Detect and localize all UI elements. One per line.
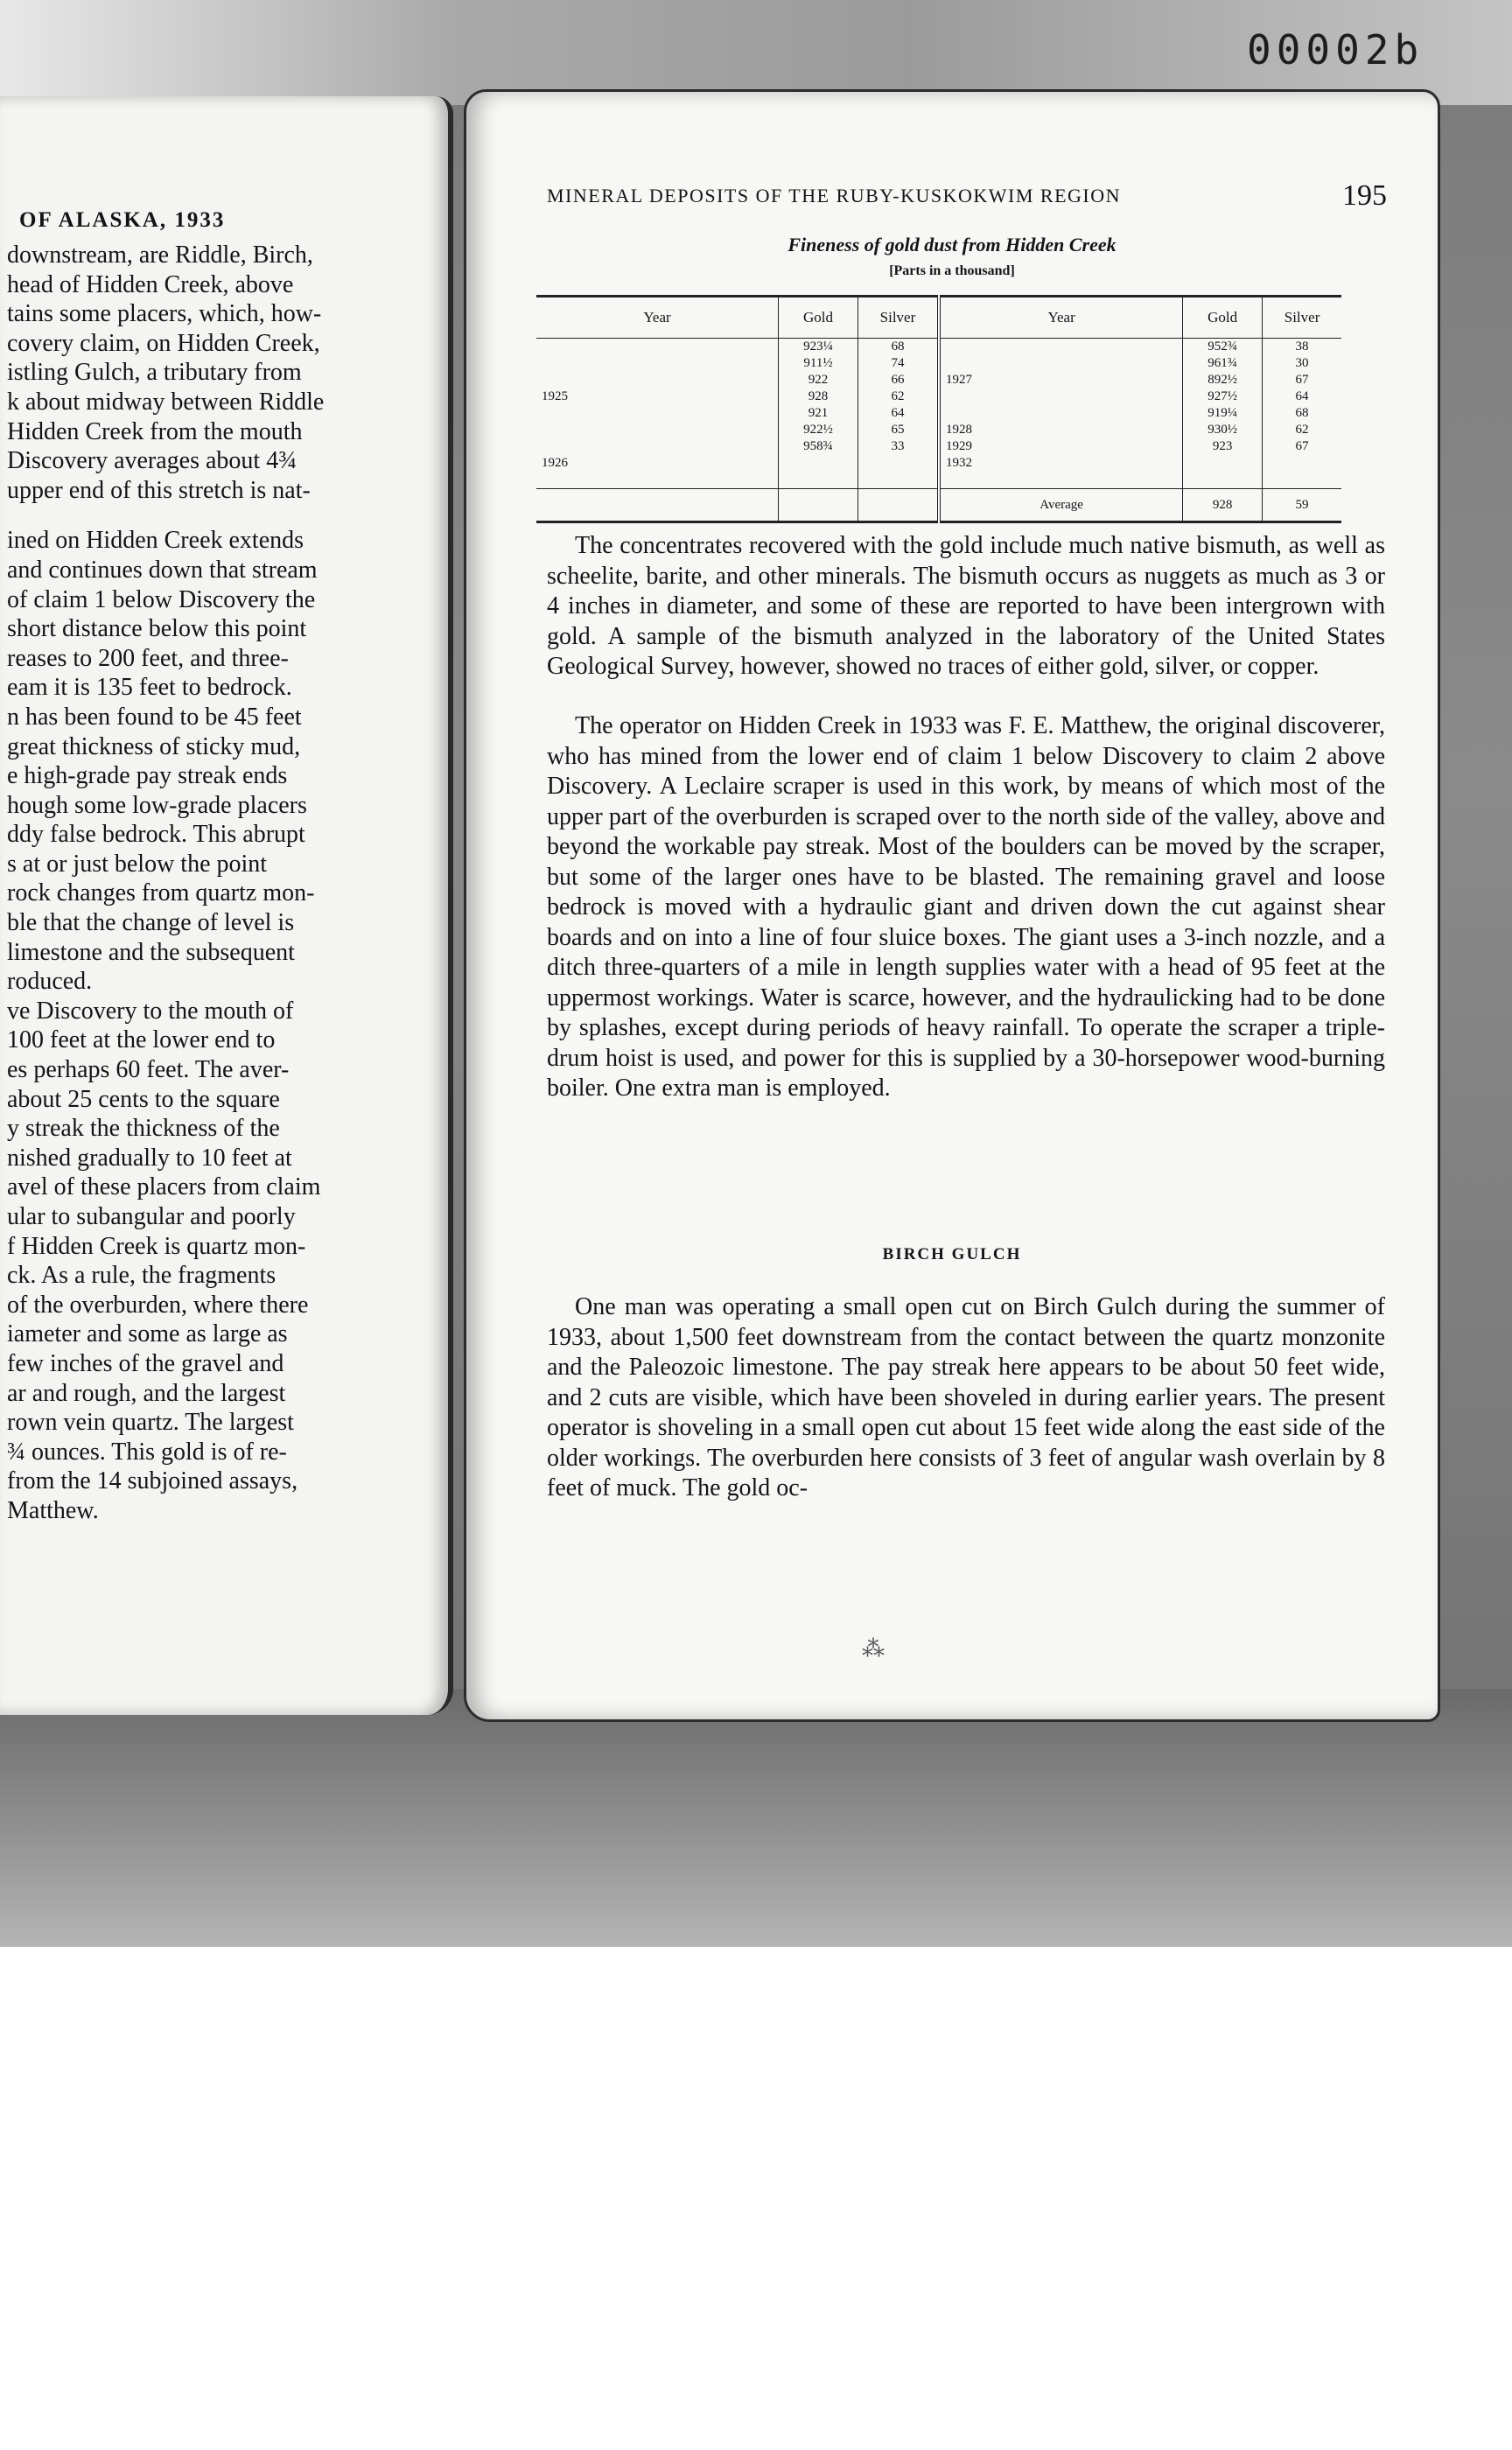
left-text-line: e high-grade pay streak ends (7, 762, 288, 790)
left-text-line: eam it is 135 feet to bedrock. (7, 674, 292, 702)
left-text-line: from the 14 subjoined assays, (7, 1467, 298, 1495)
left-text-line: y streak the thickness of the (7, 1115, 280, 1143)
header-year-right: Year (939, 297, 1183, 339)
year-cell: 1929 (945, 439, 972, 453)
year-cell (542, 355, 773, 372)
left-text-line: upper end of this stretch is nat- (7, 476, 311, 504)
left-text-line: few inches of the gravel and (7, 1349, 284, 1377)
table-subtitle: [Parts in a thousand] (889, 263, 1015, 278)
left-text-line: k about midway between Riddle (7, 388, 325, 416)
left-text-line: nished gradually to 10 feet at (7, 1144, 292, 1172)
left-text-line: Hidden Creek from the mouth (7, 417, 303, 445)
left-page-text (7, 241, 427, 1526)
gold-value: 911½ (803, 356, 833, 370)
silver-value: 74 (891, 356, 905, 370)
right-page (464, 89, 1440, 1722)
page-smudge-mark: ⁂ (862, 1636, 885, 1662)
header-year-left: Year (536, 297, 779, 339)
year-cell (946, 355, 1177, 372)
left-text-line: roduced. (7, 968, 93, 996)
year-cell (946, 339, 1177, 355)
scan-bottom-shadow (0, 1689, 1512, 1947)
left-text-line: tains some placers, which, how- (7, 300, 322, 328)
left-text-line: ve Discovery to the mouth of (7, 997, 294, 1025)
paragraph-2-text: The operator on Hidden Creek in 1933 was F. E. Matthew, the original discoverer, who has mined from the lower end of claim 1 below Discovery to claim 2 above Discovery. A Leclaire scraper is used in this work, by means of which most of the upper part of the overburden is scraped over to the north side of the valley, above and beyond the workable pay streak. Most of the boulders can be moved by the scraper, but some of the larger ones have to be blasted. The remaining gravel and loose bedrock is moved with a hydraulic giant and driven down the cut against shear boards and on into a line of four sluice boxes. The giant uses a 3-inch nozzle, and a ditch three-quarters of a mile in length supplies water with a head of 95 feet at the uppermost workings. Water is scarce, however, and the hydraulicking had to be done by splashes, except during periods of heavy rainfall. To operate the scraper a triple-drum hoist is used, and power for this is supplied by a 30-horsepower wood-burning boiler. One extra man is employed. (547, 712, 1385, 1102)
average-gold: 928 (1183, 489, 1263, 522)
year-cell (542, 372, 773, 388)
left-text-line: about 25 cents to the square (7, 1085, 280, 1113)
year-cell (542, 422, 773, 438)
left-text-line: rown vein quartz. The largest (7, 1409, 294, 1437)
gold-value: 921 (808, 406, 829, 420)
table-header-row (536, 297, 1341, 339)
left-text-line: es perhaps 60 feet. The aver- (7, 1056, 290, 1084)
right-years-column (939, 339, 1183, 489)
header-gold-right: Gold (1183, 297, 1263, 339)
left-text-line: s at or just below the point (7, 850, 268, 878)
left-text-line: ¾ ounces. This gold is of re- (7, 1438, 287, 1466)
left-years-column (536, 339, 779, 489)
left-text-line: of claim 1 below Discovery the (7, 585, 316, 613)
left-text-line: hough some low-grade placers (7, 791, 307, 819)
gold-value: 958¾ (803, 439, 833, 453)
section-heading-birch-gulch: BIRCH GULCH (882, 1245, 1022, 1264)
gold-value: 961¾ (1208, 356, 1238, 370)
header-silver-right: Silver (1263, 297, 1341, 339)
silver-value: 67 (1295, 439, 1309, 453)
fineness-table (536, 295, 1341, 523)
table-title: Fineness of gold dust from Hidden Creek (788, 234, 1116, 256)
year-cell: 1925 (542, 389, 568, 403)
left-gold-column (779, 339, 858, 489)
running-title: MINERAL DEPOSITS OF THE RUBY-KUSKOKWIM REGION (547, 185, 1122, 206)
left-text-line: ck. As a rule, the fragments (7, 1262, 276, 1290)
page-number: 195 (1342, 179, 1387, 212)
table-body-row (536, 339, 1341, 489)
left-text-line: 100 feet at the lower end to (7, 1026, 276, 1054)
year-cell (542, 438, 773, 455)
gold-value: 930½ (1208, 423, 1238, 437)
header-gold-left: Gold (779, 297, 858, 339)
left-text-line: Discovery averages about 4¾ (7, 447, 298, 475)
table-average-row (536, 489, 1341, 522)
gold-value: 928 (808, 389, 829, 403)
average-label: Average (939, 489, 1183, 522)
silver-value: 62 (891, 389, 905, 403)
left-page-header: OF ALASKA, 1933 (19, 208, 226, 232)
left-text-line: avel of these placers from claim (7, 1173, 321, 1201)
silver-value: 64 (1295, 389, 1309, 403)
left-text-line: ar and rough, and the largest (7, 1379, 286, 1407)
document-stamp: 00002b (1247, 26, 1424, 74)
left-text-line: ble that the change of level is (7, 909, 295, 937)
paragraph-operator (547, 711, 1385, 1104)
left-text-line: f Hidden Creek is quartz mon- (7, 1232, 306, 1260)
silver-value: 68 (1295, 406, 1309, 420)
silver-value: 38 (1295, 340, 1309, 354)
year-cell (946, 388, 1177, 405)
gold-value: 892½ (1208, 373, 1238, 387)
right-page-header (547, 179, 1387, 214)
left-text-line: downstream, are Riddle, Birch, (7, 242, 313, 269)
gold-value: 919¼ (1208, 406, 1238, 420)
left-text-line: covery claim, on Hidden Creek, (7, 329, 320, 357)
left-text-line: iameter and some as large as (7, 1320, 288, 1348)
year-cell: 1927 (945, 373, 972, 387)
left-text-line: istling Gulch, a tributary from (7, 359, 302, 387)
left-text-line: Matthew. (7, 1496, 99, 1524)
paragraph-concentrates (547, 531, 1385, 682)
year-cell: 1926 (542, 456, 568, 470)
silver-value: 64 (891, 406, 905, 420)
left-text-line: n has been found to be 45 feet (7, 703, 302, 731)
silver-value: 62 (1295, 423, 1309, 437)
year-cell (542, 472, 773, 488)
right-gold-column (1183, 339, 1263, 489)
paragraph-3-text: One man was operating a small open cut on Birch Gulch during the summer of 1933, about 1,500 feet downstream from the contact between the quartz monzonite and the Paleozoic limestone. The pay streak here appears to be about 50 feet wide, and 2 cuts are visible, which have been shoveled in during earlier years. The present operator is shoveling in a small open cut about 15 feet wide along the east side of the older workings. The overburden here consists of 3 feet of angular wash overlain by 8 feet of muck. The gold oc- (547, 1293, 1385, 1502)
silver-value: 33 (891, 439, 905, 453)
silver-value: 65 (891, 423, 905, 437)
gold-value: 922 (808, 373, 829, 387)
left-text-line: limestone and the subsequent (7, 938, 295, 966)
silver-value: 66 (891, 373, 905, 387)
silver-value: 30 (1295, 356, 1309, 370)
left-text-line (7, 505, 427, 526)
gold-value: 923¼ (803, 340, 833, 354)
left-text-line: ined on Hidden Creek extends (7, 527, 304, 555)
paragraph-1-text: The concentrates recovered with the gold include much native bismuth, as well as scheelite, barite, and other minerals. The bismuth occurs as nuggets as much as 3 or 4 inches in diameter, and some of these are reported to have been intergrown with gold. A sample of the bismuth analyzed in the laboratory of the United States Geological Survey, however, showed no traces of either gold, silver, or copper. (547, 532, 1385, 680)
year-cell (542, 339, 773, 355)
left-silver-column (858, 339, 939, 489)
left-text-line: of the overburden, where there (7, 1291, 309, 1319)
year-cell: 1928 (945, 423, 972, 437)
left-text-line: reases to 200 feet, and three- (7, 644, 289, 672)
year-cell (542, 405, 773, 422)
left-text-line: and continues down that stream (7, 556, 318, 584)
silver-value: 68 (891, 340, 905, 354)
year-cell (946, 405, 1177, 422)
left-text-line: short distance below this point (7, 615, 307, 643)
left-text-line: great thickness of sticky mud, (7, 732, 301, 760)
right-silver-column (1263, 339, 1341, 489)
left-page (0, 96, 453, 1715)
gold-value: 927½ (1208, 389, 1238, 403)
silver-value: 67 (1295, 373, 1309, 387)
average-silver: 59 (1263, 489, 1341, 522)
paragraph-birch-gulch (547, 1292, 1385, 1504)
gold-value: 923 (1212, 439, 1233, 453)
left-text-line: head of Hidden Creek, above (7, 270, 294, 298)
year-cell: 1932 (945, 456, 972, 470)
gold-value: 922½ (803, 423, 833, 437)
gold-value: 952¾ (1208, 340, 1238, 354)
left-text-line: rock changes from quartz mon- (7, 879, 315, 907)
header-silver-left: Silver (858, 297, 939, 339)
left-text-line: ular to subangular and poorly (7, 1203, 296, 1230)
left-text-line: ddy false bedrock. This abrupt (7, 821, 305, 849)
